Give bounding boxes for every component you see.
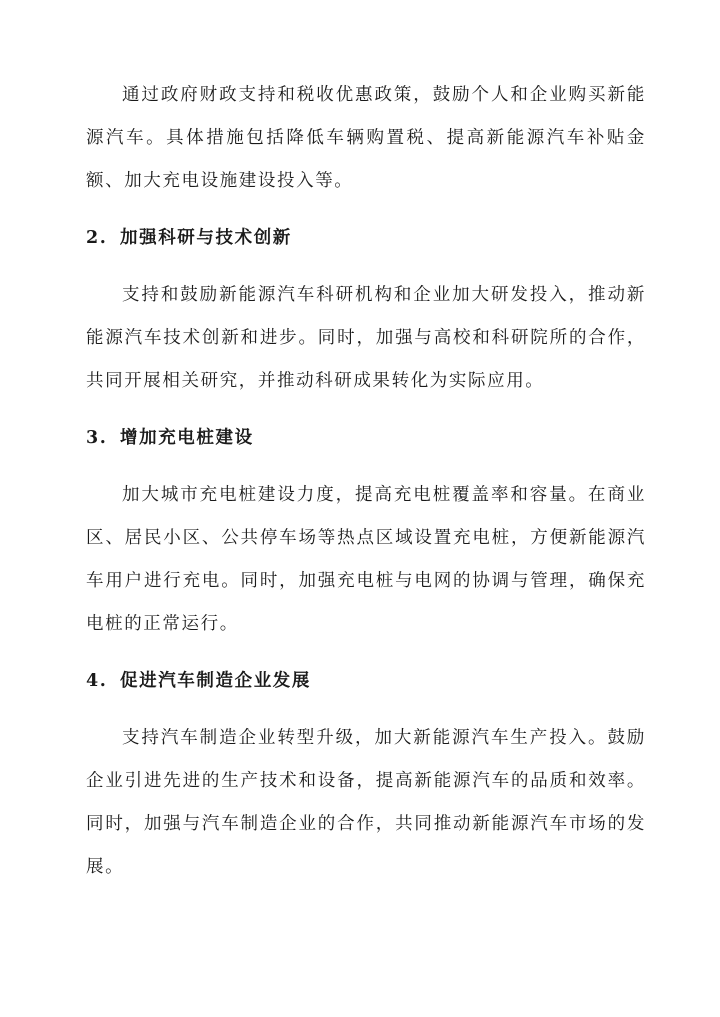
section-number: 3.	[86, 428, 108, 448]
section-title: 促进汽车制造企业发展	[120, 671, 311, 691]
section-body-3: 加大城市充电桩建设力度，提高充电桩覆盖率和容量。在商业区、居民小区、公共停车场等热点区域设置充电桩，方便新能源汽车用户进行充电。同时，加强充电桩与电网的协调与管理，确保充电桩的正常运行。	[86, 485, 646, 634]
section-heading-4	[86, 660, 646, 703]
section-body-4: 支持汽车制造企业转型升级，加大新能源汽车生产投入。鼓励企业引进先进的生产技术和设备，提高新能源汽车的品质和效率。同时，加强与汽车制造企业的合作，共同推动新能源汽车市场的发展。	[86, 728, 646, 877]
spacer	[86, 460, 646, 474]
spacer	[86, 203, 646, 217]
section-heading-2	[86, 217, 646, 260]
document-page	[86, 74, 646, 889]
intro-paragraph: 通过政府财政支持和税收优惠政策，鼓励个人和企业购买新能源汽车。具体措施包括降低车辆购置税、提高新能源汽车补贴金额、加大充电设施建设投入等。	[86, 85, 646, 191]
section-title: 加强科研与技术创新	[120, 228, 292, 248]
spacer	[86, 403, 646, 417]
section-number: 2.	[86, 228, 108, 248]
section-title: 增加充电桩建设	[120, 428, 254, 448]
spacer	[86, 260, 646, 274]
spacer	[86, 646, 646, 660]
spacer	[86, 703, 646, 717]
section-body-2: 支持和鼓励新能源汽车科研机构和企业加大研发投入，推动新能源汽车技术创新和进步。同时，加强与高校和科研院所的合作，共同开展相关研究，并推动科研成果转化为实际应用。	[86, 285, 646, 391]
section-heading-3	[86, 417, 646, 460]
section-number: 4.	[86, 671, 108, 691]
